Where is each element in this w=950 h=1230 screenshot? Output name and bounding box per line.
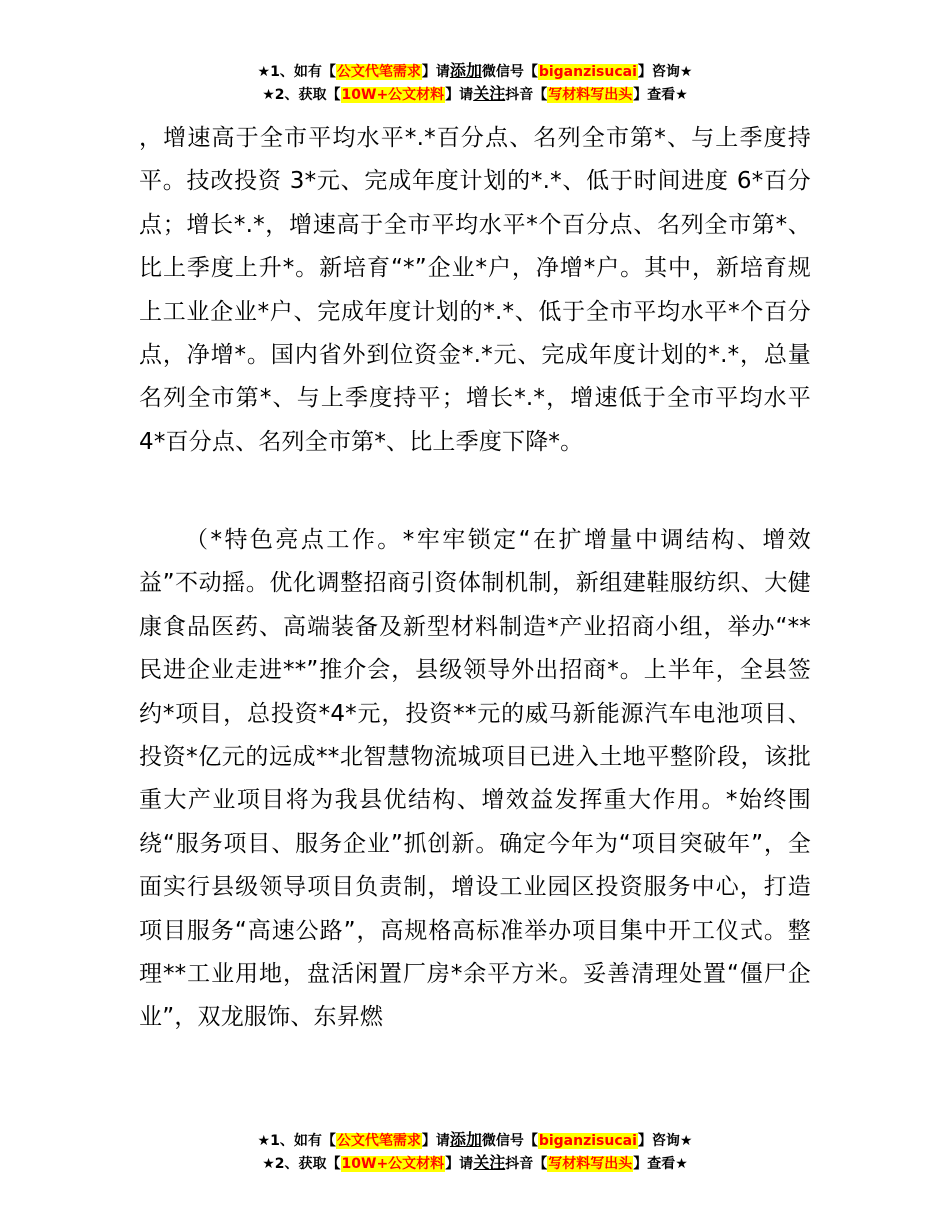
banner-highlight: 公文代笔需求: [336, 64, 421, 80]
banner-text: 】请: [445, 87, 474, 103]
banner-text: 微信号【: [481, 64, 538, 80]
banner-text: 】咨询★: [637, 64, 693, 80]
banner-highlight: 10W+公文材料: [341, 1156, 445, 1172]
banner-highlight-wechat: biganzisucai: [538, 1133, 637, 1149]
banner-highlight-douyin: 写材料写出头: [548, 1156, 633, 1172]
banner-text: 】咨询★: [637, 1133, 693, 1149]
banner-text: 】请: [445, 1156, 474, 1172]
banner-text: 微信号【: [481, 1133, 538, 1149]
banner-line-2: [0, 1152, 950, 1175]
banner-text: 】查看★: [633, 1156, 688, 1172]
banner-highlight-wechat: biganzisucai: [538, 64, 637, 80]
banner-text: 】请: [421, 64, 450, 80]
banner-text: 抖音【: [505, 87, 548, 103]
banner-line-1: [0, 1129, 950, 1152]
banner-highlight: 公文代笔需求: [336, 1133, 421, 1149]
footer-banner: [0, 1129, 950, 1175]
banner-underline: 添加: [449, 1130, 482, 1149]
banner-underline: 关注: [473, 84, 506, 103]
banner-line-2: [0, 83, 950, 106]
banner-text: 】查看★: [633, 87, 688, 103]
header-banner: [0, 60, 950, 106]
banner-line-1: [0, 60, 950, 83]
document-body-part-1: [139, 117, 811, 464]
paragraph-highlight-work: （*特色亮点工作。*牢牢锁定“在扩增量中调结构、增效益”不动摇。优化调整招商引资体制机制，新组建鞋服纺织、大健康食品医药、高端装备及新型材料制造*产业招商小组，举办“**民进企业走进**”推介会，县级领导外出招商*。上半年，全县签约*项目，总投资*4*元，投资**元的威马新能源汽车电池项目、投资*亿元的远成**北智慧物流城项目已进入土地平整阶段，该批重大产业项目将为我县优结构、增效益发挥重大作用。*始终围绕“服务项目、服务企业”抓创新。确定今年为“项目突破年”，全面实行县级领导项目负责制，增设工业园区投资服务中心，打造项目服务“高速公路”，高规格高标准举办项目集中开工仪式。整理**工业用地，盘活闲置厂房*余平方米。妥善清理处置“僵尸企业”，双龙服饰、东昇燃: [139, 527, 811, 1031]
banner-highlight-douyin: 写材料写出头: [548, 87, 633, 103]
banner-underline: 关注: [473, 1153, 506, 1172]
banner-text: ★2、获取【: [262, 1156, 341, 1172]
banner-text: ★1、如有【: [257, 1133, 336, 1149]
banner-text: ★2、获取【: [262, 87, 341, 103]
banner-text: 】请: [421, 1133, 450, 1149]
document-body-part-2: [139, 519, 811, 1040]
banner-text: 抖音【: [505, 1156, 548, 1172]
banner-highlight: 10W+公文材料: [341, 87, 445, 103]
banner-text: ★1、如有【: [257, 64, 336, 80]
banner-underline: 添加: [449, 61, 482, 80]
paragraph-investment-stats: ，增速高于全市平均水平*.*百分点、名列全市第*、与上季度持平。技改投资 3*元、完成年度计划的*.*、低于时间进度 6*百分点；增长*.*，增速高于全市平均水平*个百分点、名列全市第*、比上季度上升*。新培育“*”企业*户，净增*户。其中，新培育规上工业企业*户、完成年度计划的*.*、低于全市平均水平*个百分点，净增*。国内省外到位资金*.*元、完成年度计划的*.*，总量名列全市第*、与上季度持平；增长*.*，增速低于全市平均水平 4*百分点、名列全市第*、比上季度下降*。: [139, 125, 811, 455]
